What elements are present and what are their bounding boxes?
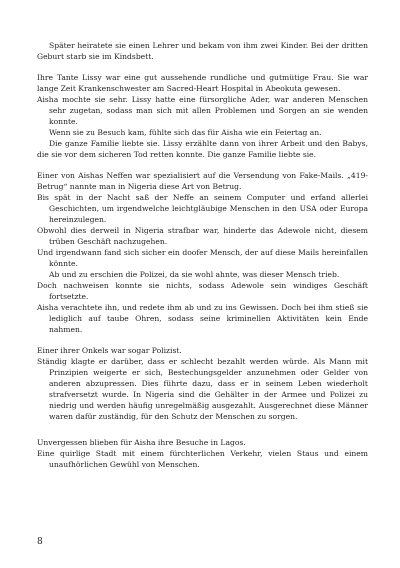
paragraph: Aisha mochte sie sehr. Lissy hatte eine fürsorgliche Ader, war anderen Menschen sehr zugetan, sodass man sich mit allen Problemen und Sorgen an sie wenden konnte. [37,95,368,126]
paragraph: Unvergessen blieben für Aisha ihre Besuche in Lagos. [37,438,246,447]
paragraph: Obwohl dies derweil in Nigeria strafbar war, hinderte das Adewole nicht, diesem trüben Geschäft nachzugehen. [37,226,368,246]
paragraph: Ihre Tante Lissy war eine gut aussehende rundliche und gutmütige Frau. Sie war lange Zeit Krankenschwester am Sacred-Heart Hospital in Abeokuta gewesen. [37,73,368,93]
paragraph: Wenn sie zu Besuch kam, fühlte sich das für Aisha wie ein Feiertag an. [49,128,322,137]
paragraph: Ab und zu erschien die Polizei, da sie wohl ahnte, was dieser Mensch trieb. [49,270,340,279]
body-text [37,40,368,470]
paragraph: Einer ihrer Onkels war sogar Polizist. [37,346,182,355]
paragraph: Später heiratete sie einen Lehrer und bekam von ihm zwei Kinder. Bei der dritten Geburt starb sie im Kindsbett. [37,41,368,61]
page-number: 8 [37,537,43,547]
paragraph: Und irgendwann fand sich sicher ein doofer Mensch, der auf diese Mails hereinfallen könnte. [37,248,368,268]
paragraph: Ständig klagte er darüber, dass er schlecht bezahlt werden würde. Als Mann mit Prinzipien weigerte er sich, Bestechungsgelder anzunehmen oder Gelder von anderen abzupressen. Dies führte dazu, dass er in seinem Leben wiederholt strafversetzt wurde. In Nigeria sind die Gehälter in der Armee und Polizei zu niedrig und werden häufig unregelmäßig ausgezahlt. Ausgerechnet diese Männer waren dafür zuständig, für den Schutz der Menschen zu sorgen. [37,357,368,421]
paragraph: Die ganze Familie liebte sie. Lissy erzählte dann von ihrer Arbeit und den Babys, die sie vor dem sicheren Tod retten konnte. Die ganze Familie liebte sie. [37,139,368,159]
paragraph: Einer von Aishas Neffen war spezialisiert auf die Versendung von Fake-Mails. „419-Betrug“ nannte man in Nigeria diese Art von Betrug. [37,171,368,191]
paragraph: Eine quirlige Stadt mit einem fürchterlichen Verkehr, vielen Staus und einem unaufhörlichen Gewühl von Menschen. [37,449,368,469]
paragraph: Doch nachweisen konnte sie nichts, sodass Adewole sein windiges Geschäft fortsetzte. [37,281,368,301]
paragraph: Bis spät in der Nacht saß der Neffe an seinem Computer und erfand allerlei Geschichten, um irgendwelche leichtgläubige Menschen in den USA oder Europa hereinzulegen. [37,193,368,224]
paragraph: Aisha verachtete ihn, und redete ihm ab und zu ins Gewissen. Doch bei ihm stieß sie lediglich auf taube Ohren, sodass seine kriminellen Aktivitäten kein Ende nahmen. [37,303,368,334]
